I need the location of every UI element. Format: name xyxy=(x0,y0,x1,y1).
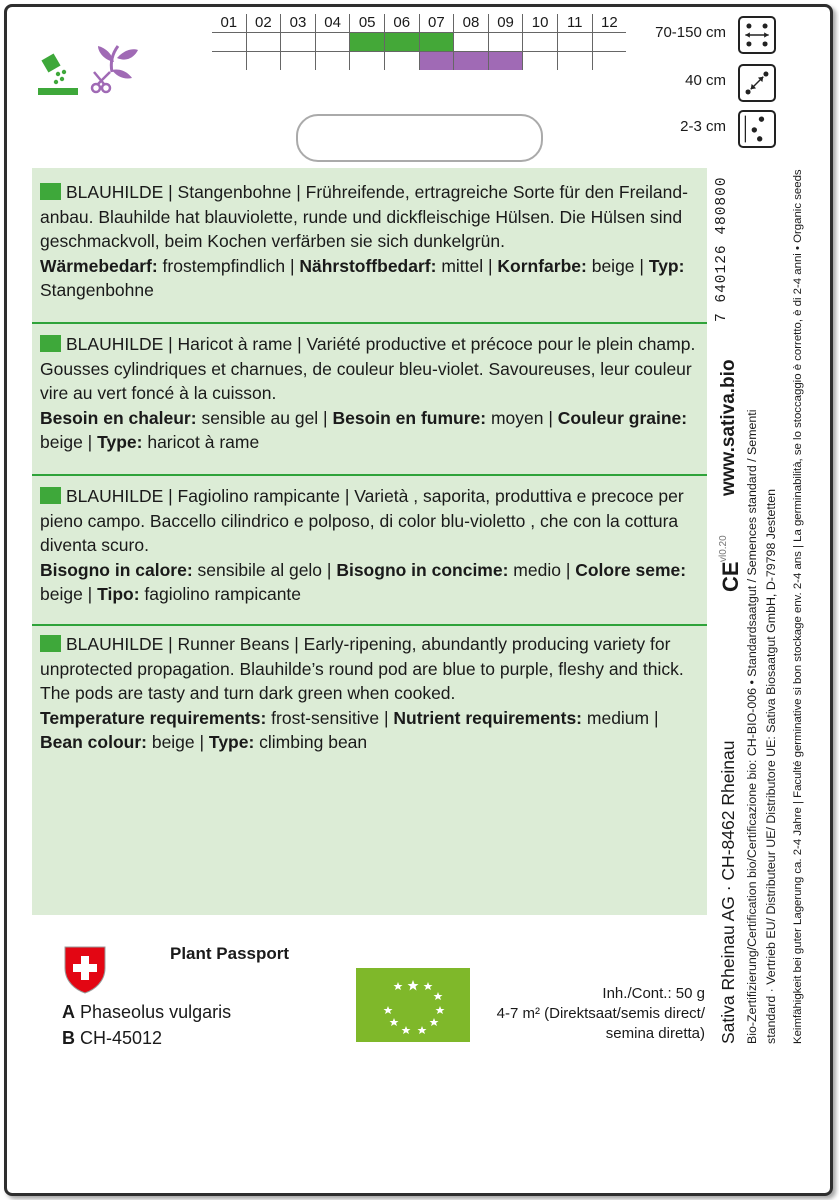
fr-val-1: sensible au gel | xyxy=(196,407,333,428)
en-key-1: Temperature requirements: xyxy=(40,707,267,728)
hang-hole xyxy=(296,114,543,162)
height-label: 70-150 cm xyxy=(655,24,726,41)
green-square-icon xyxy=(40,487,61,504)
de-val-3: beige | xyxy=(586,255,649,276)
green-square-icon xyxy=(40,335,61,352)
fr-key-4: Type: xyxy=(97,432,143,452)
de-intro: BLAUHILDE | Stangenbohne | Frühreifende, ertragreiche Sorte für den Freiland-anbau. Blauhilde hat blauviolette, runde und dickfleischige Hülsen. Die Hülsen sind geschmackvoll, beim Kochen verfärben sie sich dunkelgrün. xyxy=(40,182,688,251)
row-spacing-icon xyxy=(738,64,776,102)
en-key-4: Type: xyxy=(208,732,255,752)
plant-height-icon xyxy=(738,16,776,54)
sowing-depth-icon xyxy=(738,110,776,148)
en-val-2: medium | xyxy=(582,707,659,728)
fr-val-2: moyen | xyxy=(486,407,558,428)
month-label: 10 xyxy=(523,14,558,33)
spec-height xyxy=(636,16,796,54)
it-key-3: Colore seme: xyxy=(575,559,687,580)
sowing-icon xyxy=(38,46,78,96)
harvest-row xyxy=(212,52,626,71)
fr-key-1: Besoin en chaleur: xyxy=(40,407,197,428)
description-it xyxy=(40,484,700,607)
en-intro: BLAUHILDE | Runner Beans | Early-ripening, abundantly producing variety for unprotected propagation. Blauhilde’s round pod are blue to purple, fleshy and thick. The pods are tasty and turn dark green when cooked. xyxy=(40,634,684,703)
en-val-1: frost-sensitive | xyxy=(266,707,394,728)
sowing-cell xyxy=(350,33,385,52)
it-key-2: Bisogno in concime: xyxy=(336,559,509,580)
month-label: 06 xyxy=(384,14,419,33)
month-label: 08 xyxy=(454,14,489,33)
month-label: 05 xyxy=(350,14,385,33)
sowing-harvest-calendar xyxy=(212,14,626,70)
month-label: 03 xyxy=(281,14,316,33)
sowing-cell xyxy=(315,33,350,52)
calendar-months-row xyxy=(212,14,626,33)
sowing-row xyxy=(212,33,626,52)
month-label: 01 xyxy=(212,14,246,33)
website-url: www.sativa.bio xyxy=(718,359,739,496)
divider xyxy=(32,474,707,476)
sowing-cell xyxy=(454,33,489,52)
harvest-cell xyxy=(557,52,592,71)
description-fr xyxy=(40,332,700,455)
company-address: Sativa Rheinau AG · CH-8462 Rheinau xyxy=(718,740,738,1044)
month-label: 09 xyxy=(488,14,523,33)
distributor-text: standard · Vertrieb EU/ Distributeur UE/ Distributore UE: Sativa Biosaatgut GmbH, D-79798 Jestetten xyxy=(764,488,778,1044)
harvest-cell xyxy=(212,52,246,71)
harvest-cell xyxy=(488,52,523,71)
green-square-icon xyxy=(40,635,61,652)
month-label: 04 xyxy=(315,14,350,33)
sowing-cell xyxy=(523,33,558,52)
harvest-icon xyxy=(90,42,140,94)
description-panel xyxy=(32,168,707,915)
harvest-cell xyxy=(246,52,281,71)
version-label: vl0.20 xyxy=(718,535,729,562)
divider xyxy=(32,322,707,324)
divider xyxy=(32,624,707,626)
spec-spacing xyxy=(636,64,796,102)
harvest-cell xyxy=(419,52,454,71)
de-key-3: Kornfarbe: xyxy=(497,255,587,276)
sowing-cell xyxy=(488,33,523,52)
de-key-4: Typ: xyxy=(648,255,685,276)
en-key-2: Nutrient requirements: xyxy=(393,707,583,728)
sowing-cell xyxy=(557,33,592,52)
content-weight: Inh./Cont.: 50 g xyxy=(602,985,705,1002)
content-area-cont: semina diretta) xyxy=(605,1025,705,1042)
fr-val-3: beige | xyxy=(40,432,98,452)
en-key-3: Bean colour: xyxy=(40,732,147,752)
de-val-2: mittel | xyxy=(436,255,498,276)
en-val-4: climbing bean xyxy=(254,732,368,752)
sowing-cell xyxy=(281,33,316,52)
it-intro: BLAUHILDE | Fagiolino rampicante | Varietà , saporita, produttiva e precoce per pieno campo. Baccello cilindrico e polposo, di color blu-violetto , che con la cottura diventa scuro. xyxy=(40,486,684,555)
fr-key-3: Couleur graine: xyxy=(557,407,688,428)
month-label: 07 xyxy=(419,14,454,33)
passport-line-a xyxy=(62,1002,231,1023)
harvest-cell xyxy=(384,52,419,71)
description-en xyxy=(40,632,700,755)
sowing-cell xyxy=(384,33,419,52)
fr-intro: BLAUHILDE | Haricot à rame | Variété productive et précoce pour le plein champ. Gousses cylindriques et charnues, de couleur bleu-violet. Savoureuses, leur couleur vire au vert foncé à la cuisson. xyxy=(40,334,696,403)
harvest-cell xyxy=(592,52,626,71)
plant-passport-title: Plant Passport xyxy=(170,944,290,963)
germination-text: Keimfähigkeit bei guter Lagerung ca. 2-4 Jahre | Faculté germinative si bon stockage env. 2-4 ans | La germinabilità, se lo stoccaggio è corretto, è di 2-4 anni • Organic seeds xyxy=(792,169,804,1044)
month-label: 12 xyxy=(592,14,626,33)
it-key-1: Bisogno in calore: xyxy=(40,559,193,580)
de-val-4: Stangenbohne xyxy=(40,280,154,300)
it-val-1: sensibile al gelo | xyxy=(192,559,337,580)
passport-line-b xyxy=(62,1028,162,1049)
depth-label: 2-3 cm xyxy=(680,118,726,135)
description-de xyxy=(40,180,700,303)
passport-b-value: CH-45012 xyxy=(80,1028,163,1048)
certification-text: Bio-Zertifizierung/Certification bio/Certificazione bio: CH-BIO-006 • Standardsaatgut / Semences standard / Sementi xyxy=(745,409,759,1044)
sowing-cell xyxy=(592,33,626,52)
passport-b-key: B xyxy=(62,1028,75,1048)
harvest-cell xyxy=(281,52,316,71)
content-info xyxy=(497,984,705,1044)
harvest-cell xyxy=(315,52,350,71)
sowing-cell xyxy=(419,33,454,52)
passport-a-key: A xyxy=(62,1002,75,1022)
harvest-cell xyxy=(523,52,558,71)
ce-mark: CE xyxy=(718,561,743,592)
fr-key-2: Besoin en fumure: xyxy=(332,407,487,428)
sowing-cell xyxy=(212,33,246,52)
barcode-number: 7 640126 480800 xyxy=(714,176,730,322)
it-val-3: beige | xyxy=(40,584,98,604)
sowing-cell xyxy=(246,33,281,52)
green-square-icon xyxy=(40,183,61,200)
eu-organic-logo-icon xyxy=(356,968,470,1042)
it-val-2: medio | xyxy=(508,559,576,580)
month-label: 02 xyxy=(246,14,281,33)
month-label: 11 xyxy=(557,14,592,33)
spacing-label: 40 cm xyxy=(685,72,726,89)
swiss-shield-icon xyxy=(62,944,108,994)
passport-a-value: Phaseolus vulgaris xyxy=(80,1002,232,1022)
de-key-2: Nährstoffbedarf: xyxy=(299,255,437,276)
it-key-4: Tipo: xyxy=(97,584,140,604)
de-key-1: Wärmebedarf: xyxy=(40,255,158,276)
content-area: 4-7 m² (Direktsaat/semis direct/ xyxy=(496,1005,705,1022)
it-val-4: fagiolino rampicante xyxy=(139,584,302,604)
harvest-cell xyxy=(454,52,489,71)
en-val-3: beige | xyxy=(146,732,209,752)
spec-depth xyxy=(636,110,796,148)
harvest-cell xyxy=(350,52,385,71)
fr-val-4: haricot à rame xyxy=(142,432,260,452)
de-val-1: frostempfindlich | xyxy=(157,255,300,276)
